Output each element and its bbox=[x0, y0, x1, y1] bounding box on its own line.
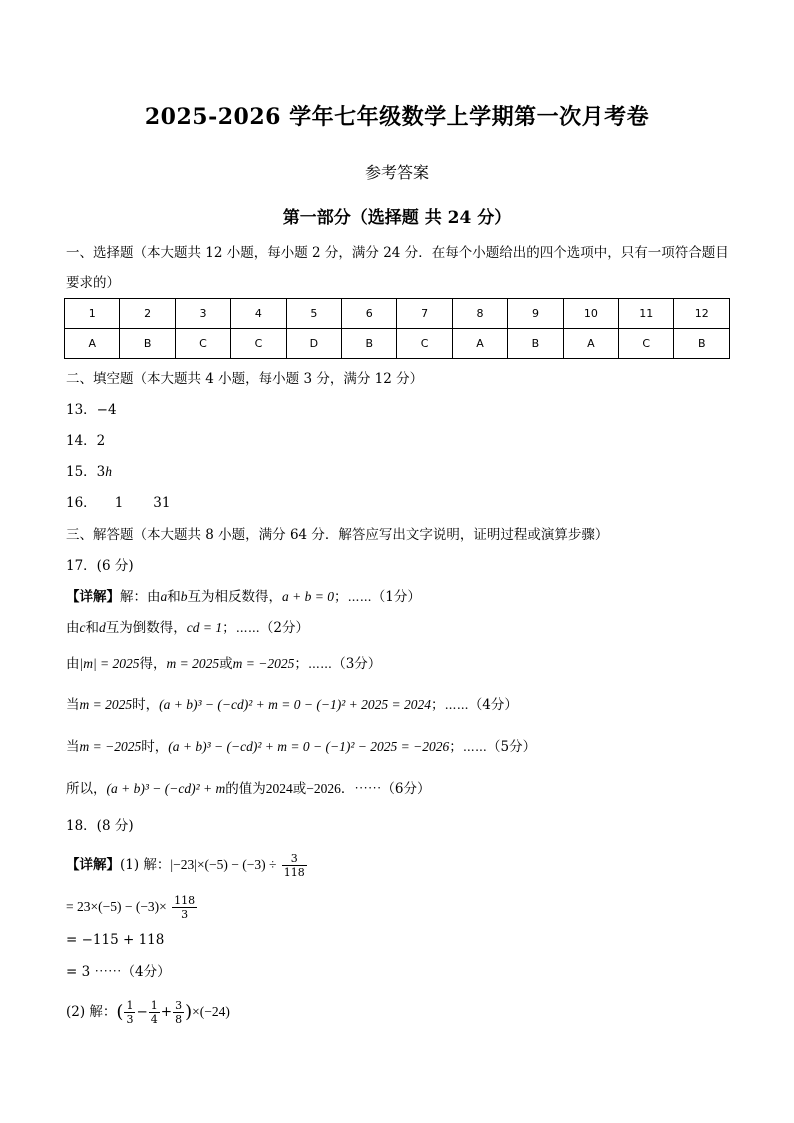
fraction bbox=[149, 999, 160, 1026]
table-cell: C bbox=[619, 329, 674, 359]
q17-line-1: 【详解】解：由a和b互为相反数得，a + b = 0；⋯⋯（1分） bbox=[66, 589, 421, 605]
table-cell: D bbox=[286, 329, 341, 359]
text: 由 bbox=[66, 656, 80, 672]
section2-heading: 二、填空题（本大题共 4 小题，每小题 3 分，满分 12 分） bbox=[66, 371, 424, 387]
part-one-heading: 第一部分（选择题 共 24 分） bbox=[282, 208, 512, 228]
equation: (a + b)³ − (−cd)² + m = 0 − (−1)² − 2025 = −2026 bbox=[168, 739, 450, 754]
denominator: 118 bbox=[283, 866, 305, 879]
choice-answer-table bbox=[64, 298, 730, 359]
table-cell: A bbox=[452, 329, 507, 359]
answer-15-number: 15．3 bbox=[66, 464, 106, 480]
equation: a + b = 0 bbox=[282, 589, 334, 604]
equation: |m| = 2025 bbox=[79, 656, 140, 671]
numerator: 1 bbox=[126, 999, 134, 1012]
table-cell: 6 bbox=[342, 299, 397, 329]
table-cell: 5 bbox=[286, 299, 341, 329]
q17-line-6 bbox=[66, 779, 730, 799]
detail-label: 【详解】 bbox=[66, 589, 120, 605]
page-title: 2025-2026 学年七年级数学上学期第一次月考卷 bbox=[144, 104, 650, 130]
fraction bbox=[124, 999, 135, 1026]
q17-line-3 bbox=[66, 654, 730, 674]
text: 所以， bbox=[66, 781, 107, 797]
text: (2) 解： bbox=[66, 1004, 117, 1020]
equation: = 23×(−5) − (−3)× bbox=[66, 899, 167, 914]
table-cell: 12 bbox=[674, 299, 730, 329]
section1-heading: 一、选择题（本大题共 12 小题，每小题 2 分，满分 24 分．在每个小题给出的四个选项中，只有一项符合题目要求的） bbox=[66, 245, 729, 291]
fraction bbox=[173, 999, 184, 1026]
answer-13: 13．−4 bbox=[66, 402, 117, 418]
text: 或 bbox=[292, 781, 307, 797]
table-cell: 8 bbox=[452, 299, 507, 329]
value: −2026 bbox=[306, 781, 341, 796]
text: 的值为 bbox=[225, 781, 266, 797]
text: 当 bbox=[66, 739, 80, 755]
table-row-numbers bbox=[65, 299, 730, 329]
text: (1) 解： bbox=[120, 857, 171, 873]
table-cell: C bbox=[175, 329, 230, 359]
text: 或 bbox=[219, 656, 233, 672]
fraction bbox=[172, 894, 197, 921]
text: 和 bbox=[85, 620, 99, 636]
equation: (a + b)³ − (−cd)² + m = 0 − (−1)² + 2025 = 2024 bbox=[159, 697, 431, 712]
table-cell: 1 bbox=[65, 299, 120, 329]
equation: m = 2025 bbox=[79, 697, 133, 712]
text: 互为倒数得， bbox=[105, 620, 187, 636]
table-cell: 4 bbox=[231, 299, 286, 329]
score-note: ；⋯⋯（2分） bbox=[222, 620, 309, 636]
table-cell: C bbox=[231, 329, 286, 359]
q18-line-5: (2) 解：( $\frac{1}{3}$ − $\frac{1}{4}$ + $\frac{3}{8}$ )×(−24) bbox=[66, 999, 230, 1026]
page-subtitle: 参考答案 bbox=[364, 163, 429, 182]
equation: (a + b)³ − (−cd)² + m bbox=[106, 781, 226, 796]
table-cell: 9 bbox=[508, 299, 563, 329]
text: 互为相反数得， bbox=[187, 589, 282, 605]
text: 时， bbox=[132, 697, 160, 713]
question-17-heading: 17．(6 分) bbox=[66, 558, 134, 574]
table-cell: 10 bbox=[563, 299, 618, 329]
equation: m = −2025 bbox=[232, 656, 295, 671]
denominator: 4 bbox=[150, 1013, 158, 1026]
section3-heading: 三、解答题（本大题共 8 小题，满分 64 分．解答应写出文字说明，证明过程或演算步骤） bbox=[66, 527, 609, 543]
answer-16-number: 16． bbox=[66, 495, 97, 511]
equation: m = 2025 bbox=[166, 656, 220, 671]
table-cell: B bbox=[120, 329, 175, 359]
score-note: ．⋯⋯（6分） bbox=[340, 781, 431, 797]
text: 和 bbox=[167, 589, 181, 605]
equation: cd = 1 bbox=[186, 620, 223, 635]
answer-14: 14．2 bbox=[66, 433, 106, 449]
table-cell: 3 bbox=[175, 299, 230, 329]
answer-16-second: 31 bbox=[153, 495, 171, 511]
score-note: ；⋯⋯（5分） bbox=[449, 739, 537, 755]
score-note: ；⋯⋯（1分） bbox=[333, 589, 421, 605]
value: 2024 bbox=[265, 781, 293, 796]
equation: |−23|×(−5) − (−3) ÷ bbox=[170, 857, 277, 872]
table-cell: 11 bbox=[619, 299, 674, 329]
denominator: 8 bbox=[175, 1013, 183, 1026]
text: 得， bbox=[139, 656, 167, 672]
denominator: 3 bbox=[126, 1013, 134, 1026]
numerator: 1 bbox=[150, 999, 158, 1012]
table-cell: 7 bbox=[397, 299, 452, 329]
q17-line-5 bbox=[66, 737, 730, 757]
equation: ×(−24) bbox=[192, 1004, 230, 1019]
answer-15 bbox=[66, 462, 730, 482]
numerator: 118 bbox=[174, 894, 196, 907]
fraction bbox=[282, 852, 307, 879]
text: 由 bbox=[66, 620, 80, 636]
numerator: 3 bbox=[282, 852, 307, 866]
table-cell: B bbox=[342, 329, 397, 359]
q18-line-4: = 3 ⋯⋯（4分） bbox=[66, 964, 171, 980]
table-cell: A bbox=[563, 329, 618, 359]
q18-line-1 bbox=[66, 848, 730, 882]
numerator: 3 bbox=[175, 999, 183, 1012]
table-cell: 2 bbox=[120, 299, 175, 329]
answer-16-first: 1 bbox=[114, 495, 124, 511]
text: 当 bbox=[66, 697, 80, 713]
score-note: ；⋯⋯（4分） bbox=[430, 697, 518, 713]
table-cell: B bbox=[508, 329, 563, 359]
table-cell: A bbox=[65, 329, 120, 359]
q17-line-2: 由c和d互为倒数得，cd = 1；⋯⋯（2分） bbox=[66, 620, 309, 636]
q18-line-3: = −115 + 118 bbox=[66, 932, 165, 948]
text: 时， bbox=[141, 739, 169, 755]
q18-line-2 bbox=[66, 890, 730, 924]
answer-15-variable: h bbox=[105, 464, 113, 479]
answer-16 bbox=[66, 493, 730, 513]
table-cell: B bbox=[674, 329, 730, 359]
denominator: 3 bbox=[181, 908, 189, 921]
equation: m = −2025 bbox=[79, 739, 142, 754]
table-cell: C bbox=[397, 329, 452, 359]
detail-label: 【详解】 bbox=[66, 857, 120, 873]
q17-line-4 bbox=[66, 695, 730, 715]
score-note: ；⋯⋯（3分） bbox=[294, 656, 382, 672]
table-row-answers bbox=[65, 329, 730, 359]
text: 解：由 bbox=[120, 589, 161, 605]
question-18-heading: 18．(8 分) bbox=[66, 818, 134, 834]
